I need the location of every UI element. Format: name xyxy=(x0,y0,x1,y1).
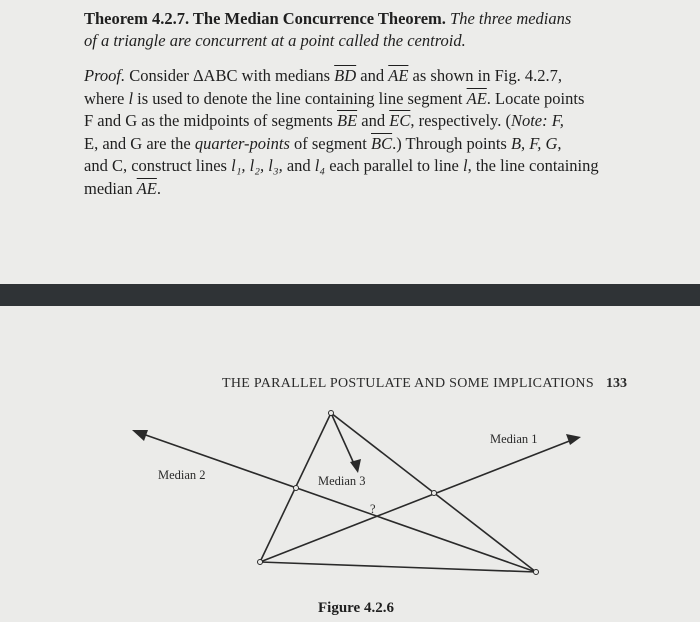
proof-text: as shown in Fig. 4.2.7, xyxy=(408,66,562,85)
proof-text: and xyxy=(282,156,315,175)
proof-points: B, F, G, xyxy=(510,133,562,153)
proof-note: Note: F, xyxy=(510,111,564,130)
running-head: THE PARALLEL POSTULATE AND SOME IMPLICATIONS xyxy=(222,376,594,391)
median-2-arrowhead xyxy=(132,430,148,441)
vertex-c xyxy=(534,570,539,575)
median-2-line xyxy=(140,433,536,572)
median-3-line xyxy=(331,413,355,466)
median-1-line xyxy=(260,440,572,562)
median-3-arrowhead xyxy=(350,459,361,473)
segment-ae: $\overline{AE}$ xyxy=(388,66,409,85)
proof-text: each parallel to line xyxy=(325,156,463,175)
triangle-side-bottom xyxy=(260,562,536,572)
proof-text: , respectively. ( xyxy=(410,111,511,130)
proof-text: , the line containing xyxy=(467,156,599,175)
median-3-label: Median 3 xyxy=(318,474,366,488)
vertex-b xyxy=(258,560,263,565)
proof-text: .) Through points xyxy=(392,133,511,153)
line-l: l xyxy=(128,88,134,108)
proof-text: and C, construct lines xyxy=(84,156,232,175)
proof-text: E, and G are the xyxy=(84,133,195,153)
lines-l1-l3: l₁, l₂, l₃, xyxy=(231,156,283,175)
proof-text: Consider ΔABC with medians xyxy=(125,66,335,85)
segment-bd: $\overline{BD}$ xyxy=(334,66,357,85)
median-2-label: Median 2 xyxy=(158,468,206,482)
proof-text: . Locate points xyxy=(486,88,585,108)
figure-caption: Figure 4.2.6 xyxy=(318,600,394,616)
theorem-text-1: The three medians xyxy=(450,9,572,28)
midpoint-left xyxy=(294,486,299,491)
line-l4: l₄ xyxy=(314,156,326,175)
vertex-a xyxy=(329,411,334,416)
proof-text: . xyxy=(156,178,161,198)
segment-bc: $\overline{BC}$ xyxy=(371,133,393,153)
median-1-arrowhead xyxy=(566,434,581,445)
line-l: l xyxy=(463,156,468,175)
proof-emphasis: quarter-points xyxy=(194,133,290,153)
proof-text: and xyxy=(356,66,389,85)
centroid-mark: ? xyxy=(370,502,376,516)
proof-text: and xyxy=(357,111,390,130)
segment-ec: $\overline{EC}$ xyxy=(389,111,411,130)
proof-text: where xyxy=(84,88,129,108)
segment-be: $\overline{BE}$ xyxy=(336,111,358,130)
proof-text: of segment xyxy=(289,133,371,153)
median-1-label: Median 1 xyxy=(490,432,538,446)
proof-word: Proof. xyxy=(84,66,126,85)
segment-ae: $\overline{AE}$ xyxy=(466,88,487,108)
theorem-text-2: of a triangle are concurrent at a point called the centroid. xyxy=(84,31,466,50)
page-number: 133 xyxy=(606,376,627,391)
midpoint-right xyxy=(432,491,437,496)
proof-text: median xyxy=(84,178,137,198)
proof-text: is used to denote the line containing line segment xyxy=(133,88,467,108)
segment-ae: $\overline{AE}$ xyxy=(136,178,157,198)
proof-text: F and G as the midpoints of segments xyxy=(84,111,337,130)
theorem-label: Theorem 4.2.7. The Median Concurrence Theorem. xyxy=(84,9,446,28)
